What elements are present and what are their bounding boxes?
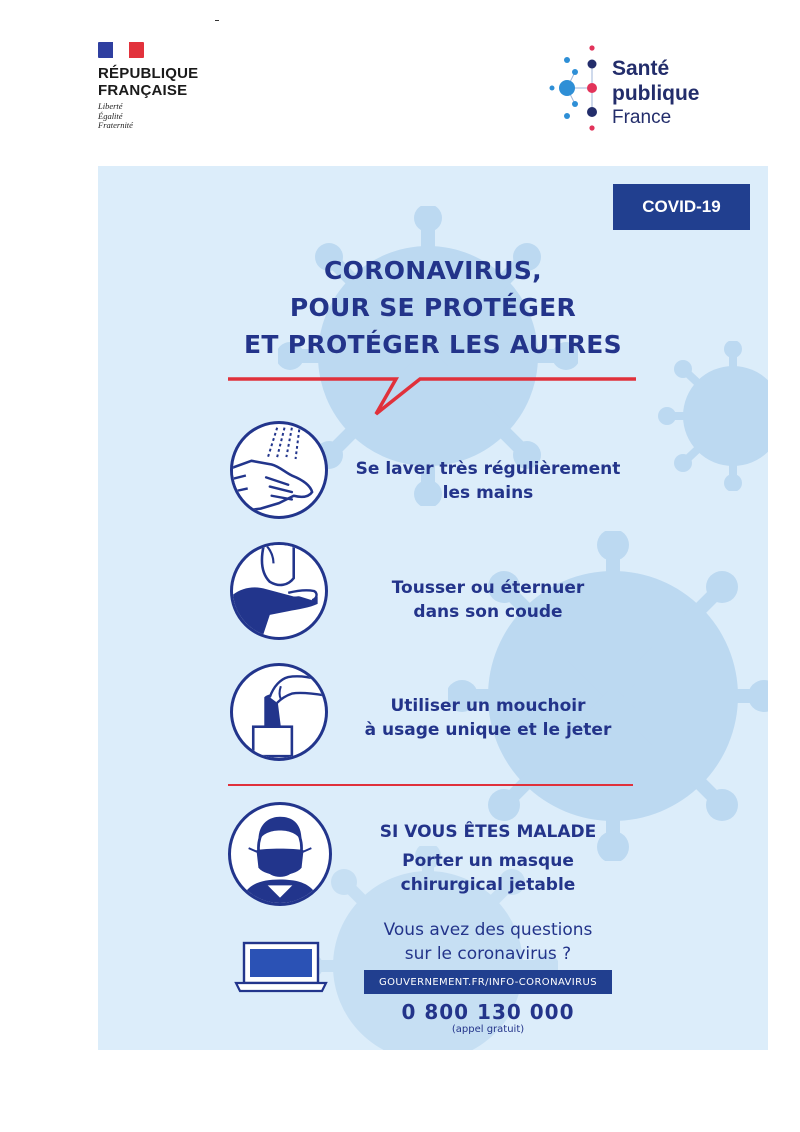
marianne-flag-icon [98, 42, 144, 58]
elbow-sneeze-icon [230, 542, 328, 640]
motto-liberte: Liberté [98, 101, 123, 111]
red-separator [228, 784, 633, 786]
phone-note: (appel gratuit) [451, 1024, 525, 1035]
poster-title [98, 252, 768, 363]
question-line: sur le coronavirus ? [404, 944, 572, 964]
molecule-icon [545, 42, 611, 142]
gesture-label-tissue [333, 694, 643, 742]
gesture-label-elbow-sneeze [333, 576, 643, 624]
motto-egalite: Égalité [98, 110, 123, 121]
speech-bubble-divider [228, 374, 638, 418]
sick-line: chirurgical jetable [400, 875, 576, 895]
gesture-label-hand-washing [333, 457, 643, 505]
title-line-3: ET PROTÉGER LES AUTRES [244, 330, 622, 359]
gesture-line: Utiliser un mouchoir [390, 696, 586, 716]
hand-washing-icon [230, 421, 328, 519]
gesture-line: dans son coude [413, 602, 563, 622]
publique-word: publique [612, 82, 700, 105]
sante-publique-france-wordmark [612, 56, 700, 130]
covid-19-badge: COVID-19 [613, 184, 750, 230]
covid-poster [98, 166, 768, 1050]
face-mask-icon [228, 802, 332, 906]
republique-francaise-logo [98, 42, 238, 131]
gesture-line: Tousser ou éternuer [391, 578, 585, 598]
question-line: Vous avez des questions [383, 920, 593, 940]
title-line-2: POUR SE PROTÉGER [289, 293, 577, 322]
gesture-line: les mains [442, 483, 534, 503]
questions-text [333, 918, 643, 966]
sick-instructions [333, 849, 643, 897]
motto-fraternite: Fraternité [98, 120, 133, 130]
gesture-line: Se laver très régulièrement [355, 459, 621, 479]
laptop-icon [234, 941, 328, 993]
sante-word: Santé [612, 57, 670, 80]
gesture-line: à usage unique et le jeter [364, 720, 612, 740]
sick-line: Porter un masque [402, 851, 574, 871]
website-link[interactable]: GOUVERNEMENT.FR/INFO-CORONAVIRUS [364, 970, 612, 994]
tissue-box-icon [230, 663, 328, 761]
france-word: France [612, 107, 672, 128]
republique-line: RÉPUBLIQUE [98, 65, 199, 82]
republique-francaise-title [98, 65, 238, 99]
sick-heading: SI VOUS ÊTES MALADE [379, 822, 597, 842]
francaise-line: FRANÇAISE [98, 82, 188, 99]
title-line-1: CORONAVIRUS, [324, 256, 542, 285]
phone-number[interactable]: 0 800 130 000 [401, 1000, 575, 1024]
virus-background-icon-small [653, 341, 768, 491]
sante-publique-france-logo [545, 42, 725, 142]
republique-motto [98, 102, 238, 131]
